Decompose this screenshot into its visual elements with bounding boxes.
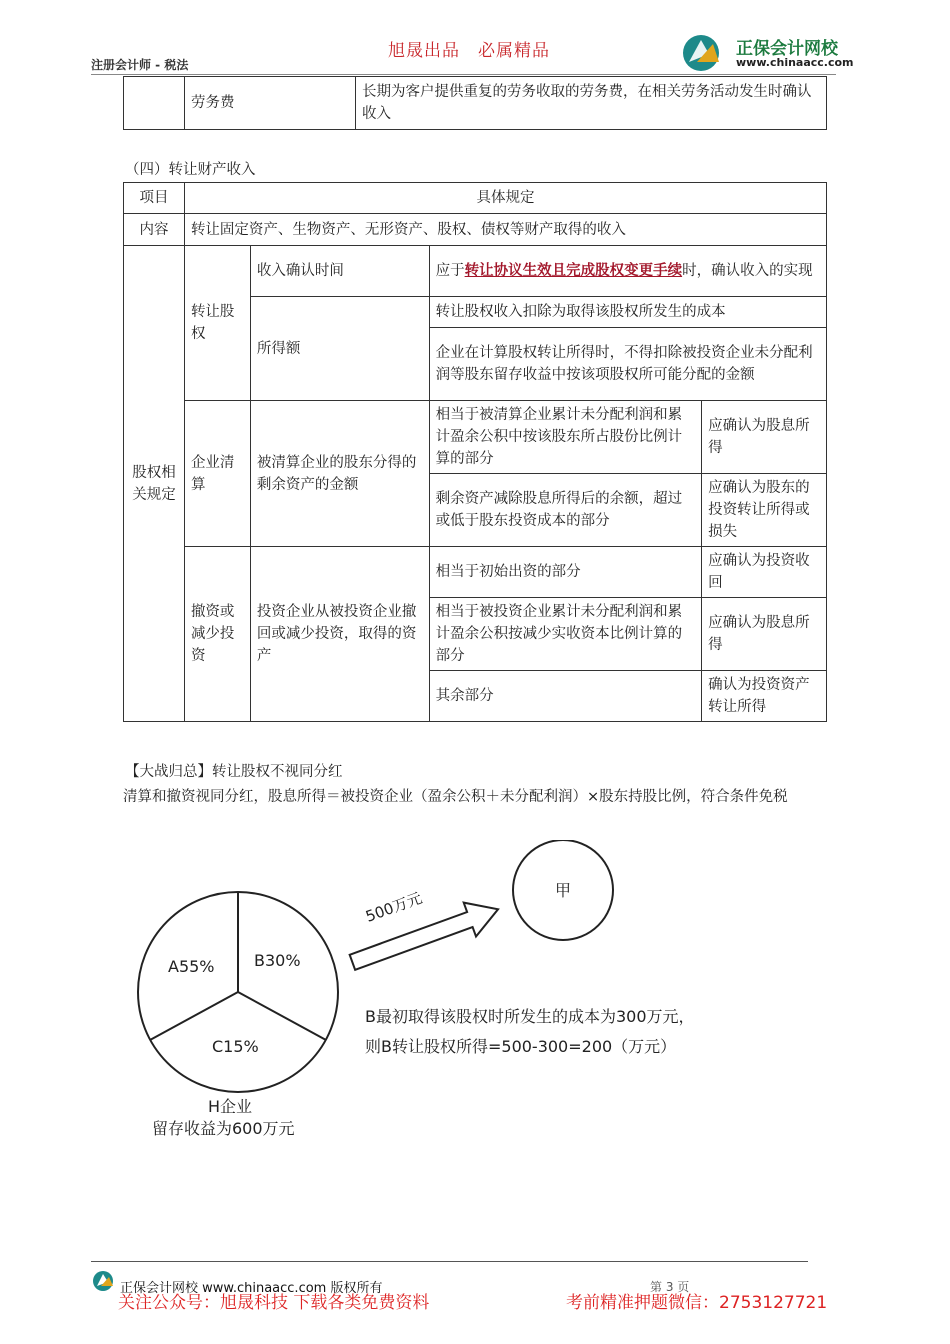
- liquidation-label: 企业清算: [184, 401, 250, 547]
- withdrawal-desc: 投资企业从被投资企业撤回或减少投资，取得的资产: [250, 547, 429, 722]
- arrow-amount-label: 500万元: [363, 888, 425, 926]
- income-rule-1: 转让股权收入扣除为取得该股权所发生的成本: [429, 297, 826, 328]
- divider-left: [150, 992, 238, 1040]
- target-label: 甲: [555, 881, 572, 900]
- recog-highlight: 转让协议生效且完成股权变更手续: [464, 263, 683, 279]
- transfer-label: 转让股权: [184, 246, 250, 401]
- footer-divider: [91, 1261, 808, 1262]
- equity-label: 股权相关规定: [124, 246, 185, 722]
- cost-note: B最初取得该股权时所发生的成本为300万元，: [365, 1007, 695, 1026]
- header-slogan: 旭晟出品 必属精品: [388, 41, 550, 61]
- income-rule-2: 企业在计算股权转让所得时，不得扣除被投资企业未分配利润等股东留存收益中按该项股权所可能分配的金额: [429, 328, 826, 401]
- recog-time-label: 收入确认时间: [250, 246, 429, 297]
- liquidation-part-1: 相当于被清算企业累计未分配利润和累计盈余公积中按该股东所占股份比例计算的部分: [429, 401, 702, 474]
- withdrawal-part-3: 其余部分: [429, 671, 702, 722]
- empty-cell: [124, 77, 185, 130]
- footer-logo-icon: [92, 1270, 116, 1292]
- liquidation-desc: 被清算企业的股东分得的剩余资产的金额: [250, 401, 429, 547]
- content-text: 转让固定资产、生物资产、无形资产、股权、债权等财产取得的收入: [184, 214, 826, 246]
- slice-a-label: A55%: [168, 957, 215, 976]
- continuation-table: [123, 76, 827, 130]
- slice-b-label: B30%: [254, 951, 301, 970]
- summary-title: 【大战归总】转让股权不视同分红: [125, 764, 343, 780]
- logo-url: www.chinaacc.com: [736, 56, 854, 69]
- logo-icon: [679, 32, 727, 72]
- liquidation-part-2: 剩余资产减除股息所得后的余额，超过或低于股东投资成本的部分: [429, 474, 702, 547]
- footer-promo-right: 考前精准押题微信：2753127721: [566, 1293, 828, 1313]
- recog-time-rule: [429, 246, 826, 297]
- labor-fee-label: 劳务费: [185, 77, 356, 130]
- withdrawal-label: 撤资或减少投资: [184, 547, 250, 722]
- recog-prefix: 应于: [435, 263, 465, 279]
- col-item-header: 项目: [124, 183, 185, 214]
- section-title: （四）转让财产收入: [125, 162, 256, 178]
- company-label: H企业: [208, 1097, 253, 1116]
- labor-fee-text: 长期为客户提供重复的劳务收取的劳务费，在相关劳务活动发生时确认收入: [356, 77, 827, 130]
- slice-c-label: C15%: [212, 1037, 259, 1056]
- footer-page: 第 3 页: [650, 1280, 690, 1294]
- equity-diagram: [120, 840, 760, 1150]
- recog-suffix: 时，确认收入的实现: [682, 263, 813, 279]
- withdrawal-result-3: 确认为投资资产转让所得: [702, 671, 827, 722]
- header-subject: 注册会计师 - 税法: [91, 58, 189, 72]
- withdrawal-result-1: 应确认为投资收回: [702, 547, 827, 598]
- content-label: 内容: [124, 214, 185, 246]
- divider-right: [238, 992, 326, 1040]
- property-transfer-table: [123, 182, 827, 722]
- gain-note: 则B转让股权所得=500-300=200（万元）: [365, 1037, 677, 1056]
- liquidation-result-1: 应确认为股息所得: [702, 401, 827, 474]
- withdrawal-part-1: 相当于初始出资的部分: [429, 547, 702, 598]
- income-label: 所得额: [250, 297, 429, 401]
- summary-text: 清算和撤资视同分红，股息所得＝被投资企业（盈余公积＋未分配利润）×股东持股比例，符合条件免税: [123, 789, 788, 805]
- col-rule-header: 具体规定: [184, 183, 826, 214]
- withdrawal-part-2: 相当于被投资企业累计未分配利润和累计盈余公积按减少实收资本比例计算的部分: [429, 598, 702, 671]
- footer-promo-left: 关注公众号：旭晟科技 下载各类免费资料: [118, 1293, 430, 1313]
- retained-earnings-label: 留存收益为600万元: [152, 1119, 295, 1138]
- header-divider: [91, 74, 836, 75]
- footer-brand: 正保会计网校 www.chinaacc.com 版权所有: [120, 1281, 383, 1296]
- logo-name: 正保会计网校: [736, 39, 838, 59]
- withdrawal-result-2: 应确认为股息所得: [702, 598, 827, 671]
- liquidation-result-2: 应确认为股东的投资转让所得或损失: [702, 474, 827, 547]
